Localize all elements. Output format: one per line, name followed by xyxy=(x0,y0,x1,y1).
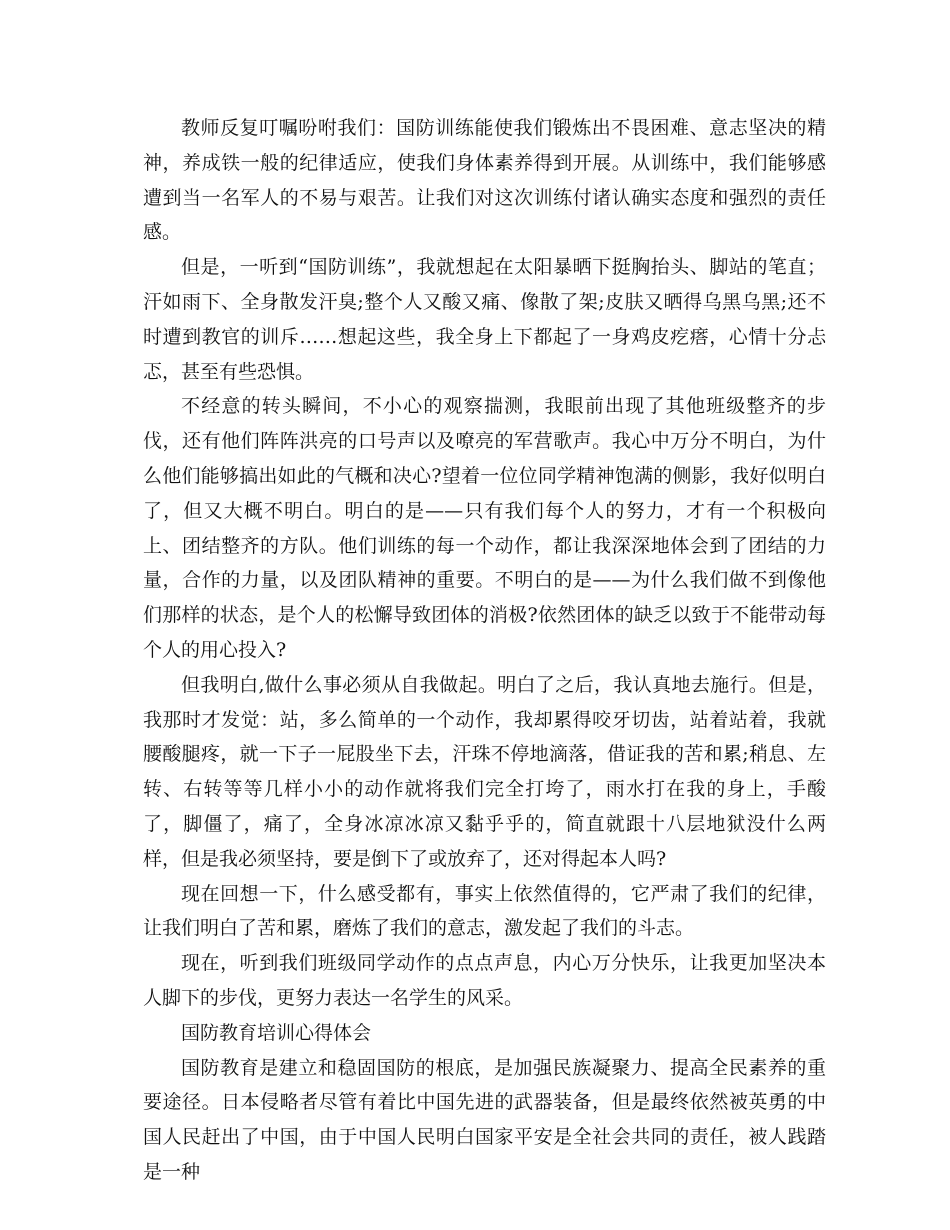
paragraph-other-class-observation: 不经意的转头瞬间，不小心的观察揣测，我眼前出现了其他班级整齐的步伐，还有他们阵阵洪亮的口号声以及嘹亮的军营歌声。我心中万分不明白，为什么他们能够搞出如此的气概和决心?望着一位位同学精神饱满的侧影，我好似明白了，但又大概不明白。明白的是——只有我们每个人的努力，才有一个积极向上、团结整齐的方队。他们训练的每一个动作，都让我深深地体会到了团结的力量，合作的力量，以及团队精神的重要。不明白的是——为什么我们做不到像他们那样的状态，是个人的松懈导致团体的消极?依然团体的缺乏以致于不能带动每个人的用心投入? xyxy=(143,395,826,661)
paragraph-reflection: 现在回想一下，什么感受都有，事实上依然值得的，它严肃了我们的纪律，让我们明白了苦和累，磨炼了我们的意志，激发起了我们的斗志。 xyxy=(143,882,826,940)
paragraph-national-defense-education: 国防教育是建立和稳固国防的根底，是加强民族凝聚力、提高全民素养的重要途径。日本侵略者尽管有着比中国先进的武器装备，但是最终依然被英勇的中国人民赶出了中国，由于中国人民明白国家平安是全社会共同的责任，被人践踏是一种 xyxy=(143,1056,826,1183)
document-body xyxy=(143,111,826,1190)
paragraph-training-fears: 但是，一听到“国防训练”，我就想起在太阳暴晒下挺胸抬头、脚站的笔直；汗如雨下、全身散发汗臭;整个人又酸又痛、像散了架;皮肤又晒得乌黑乌黑;还不时遭到教官的训斥……想起这些，我全身上下都起了一身鸡皮疙瘩，心情十分忐忑，甚至有些恐惧。 xyxy=(143,256,826,383)
paragraph-self-practice: 但我明白,做什么事必须从自我做起。明白了之后，我认真地去施行。但是，我那时才发觉：站，多么简单的一个动作，我却累得咬牙切齿，站着站着，我就腰酸腿疼，就一下子一屁股坐下去，汗珠不停地滴落，借证我的苦和累;稍息、左转、右转等等几样小小的动作就将我们完全打垮了，雨水打在我的身上，手酸了，脚僵了，痛了，全身冰凉冰凉又黏乎乎的，简直就跟十八层地狱没什么两样，但是我必须坚持，要是倒下了或放弃了，还对得起本人吗? xyxy=(143,673,826,870)
section-heading: 国防教育培训心得体会 xyxy=(181,1021,372,1044)
paragraph-current-feeling: 现在，听到我们班级同学动作的点点声息，内心万分快乐，让我更加坚决本人脚下的步伐，更努力表达一名学生的风采。 xyxy=(143,952,826,1009)
paragraph-training-purpose: 教师反复叮嘱吩咐我们：国防训练能使我们锻炼出不畏困难、意志坚决的精神，养成铁一般的纪律适应，使我们身体素养得到开展。从训练中，我们能够感遭到当一名军人的不易与艰苦。让我们对这次训练付诸认确实态度和强烈的责任感。 xyxy=(143,117,826,244)
